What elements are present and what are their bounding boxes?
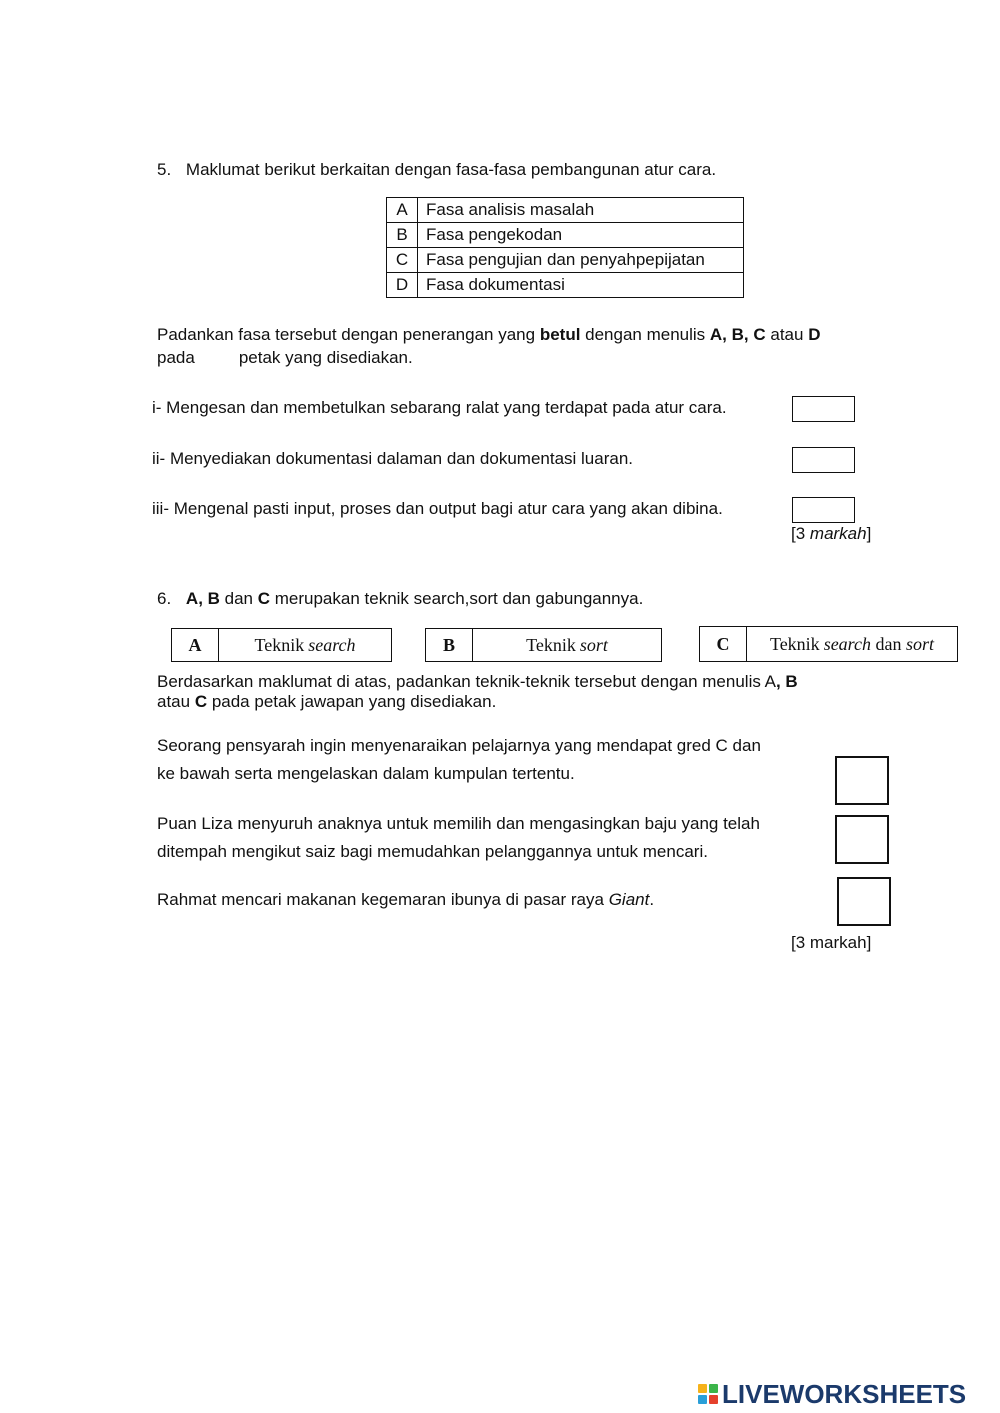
q5-instruction-text: dengan menulis: [580, 325, 710, 344]
q6-intro-text: dan: [219, 589, 258, 608]
q6-scenario1-line2: ke bawah serta mengelaskan dalam kumpulan tertentu.: [157, 764, 575, 783]
q5-instruction-bold: A, B, C: [709, 325, 766, 344]
phase-key: C: [387, 248, 418, 273]
technique-word: Teknik: [254, 634, 305, 655]
q6-intro-text: merupakan teknik search,sort dan gabungannya.: [270, 589, 644, 608]
liveworksheets-logo-icon: [698, 1384, 718, 1404]
technique-box-b: [425, 628, 662, 662]
q5-marks-word: markah: [809, 524, 867, 543]
technique-italic: sort: [906, 633, 935, 654]
q6-instruction-text: Berdasarkan maklumat di atas, padankan teknik-teknik tersebut dengan menulis A: [157, 672, 776, 691]
q6-instruction-text: pada petak jawapan yang disediakan.: [207, 692, 497, 711]
q6-marks: [3 markah]: [791, 933, 872, 952]
q6-scenario1-line1: Seorang pensyarah ingin menyenaraikan pelajarnya yang mendapat gred C dan: [157, 736, 761, 755]
q5-instruction-text: pada: [157, 348, 195, 367]
technique-word: dan: [871, 633, 907, 654]
table-row: [387, 198, 744, 223]
q6-intro-bold: A, B: [185, 589, 220, 608]
table-row: [387, 248, 744, 273]
q5-instruction-bold: betul: [539, 325, 581, 344]
q5-marks-text: [3: [791, 524, 810, 543]
q6-number: 6.: [157, 589, 172, 608]
logo-square: [709, 1395, 718, 1404]
q6-intro-bold: C: [257, 589, 271, 608]
phase-label: Fasa pengekodan: [418, 223, 744, 248]
technique-italic: search: [823, 633, 872, 654]
q5-phase-table: [386, 197, 744, 298]
q5-item-i: i- Mengesan dan membetulkan sebarang ralat yang terdapat pada atur cara.: [152, 398, 727, 417]
q5-instruction-text: petak yang disediakan.: [238, 348, 413, 367]
q6-instruction-line1: [157, 672, 798, 692]
liveworksheets-watermark: [698, 1378, 967, 1409]
logo-square: [698, 1395, 707, 1404]
technique-box-c: [699, 626, 958, 662]
technique-label: [747, 627, 957, 661]
phase-key: B: [387, 223, 418, 248]
q5-marks: [791, 523, 871, 545]
technique-box-a: [171, 628, 392, 662]
q5-instruction-bold: D: [808, 325, 821, 344]
q6-intro-line: [157, 588, 643, 610]
q5-instruction-text: Padankan fasa tersebut dengan penerangan yang: [157, 325, 540, 344]
q5-intro: Maklumat berikut berkaitan dengan fasa-fasa pembangunan atur cara.: [185, 160, 717, 179]
q6-scenario2-line1: Puan Liza menyuruh anaknya untuk memilih dan mengasingkan baju yang telah: [157, 814, 760, 833]
q6-scenario3-italic: Giant: [608, 890, 650, 909]
q6-scenario3-text: Rahmat mencari makanan kegemaran ibunya di pasar raya: [157, 890, 609, 909]
q6-instruction-line2: [157, 692, 496, 712]
q5-instruction-line1: [157, 324, 820, 346]
q5-answer-box-iii[interactable]: [792, 497, 855, 523]
q6-scenario3: [157, 889, 654, 911]
q5-instruction-line2: [157, 347, 413, 369]
q5-number: 5.: [157, 160, 172, 179]
q5-answer-box-i[interactable]: [792, 396, 855, 422]
phase-label: Fasa dokumentasi: [418, 273, 744, 298]
q6-scenario2-line2: ditempah mengikut saiz bagi memudahkan pelanggannya untuk mencari.: [157, 842, 708, 861]
phase-key: D: [387, 273, 418, 298]
technique-italic: search: [308, 634, 356, 655]
q6-instruction-text: atau: [157, 692, 195, 711]
technique-key: A: [172, 629, 219, 661]
phase-label: Fasa pengujian dan penyahpepijatan: [418, 248, 744, 273]
q5-item-ii: ii- Menyediakan dokumentasi dalaman dan dokumentasi luaran.: [152, 449, 634, 468]
q5-intro-line: [157, 159, 716, 181]
phase-label: Fasa analisis masalah: [418, 198, 744, 223]
technique-label: [219, 629, 391, 661]
logo-square: [709, 1384, 718, 1393]
q5-marks-text: ]: [866, 524, 872, 543]
table-row: [387, 273, 744, 298]
table-row: [387, 223, 744, 248]
q6-instruction-bold: C: [194, 692, 208, 711]
q6-answer-box-2[interactable]: [835, 815, 889, 864]
technique-italic: sort: [579, 634, 608, 655]
q5-instruction-text: atau: [765, 325, 809, 344]
q5-item-iii: iii- Mengenal pasti input, proses dan output bagi atur cara yang akan dibina.: [152, 499, 723, 518]
phase-key: A: [387, 198, 418, 223]
q6-answer-box-1[interactable]: [835, 756, 889, 805]
q6-answer-box-3[interactable]: [837, 877, 891, 926]
q6-instruction-bold: , B: [775, 672, 798, 691]
technique-label: [473, 629, 661, 661]
liveworksheets-wordmark: LIVEWORKSHEETS: [722, 1378, 967, 1409]
technique-word: Teknik: [526, 634, 576, 655]
q6-scenario3-text: .: [649, 890, 655, 909]
technique-key: C: [700, 627, 747, 661]
technique-word: Teknik: [769, 633, 820, 654]
logo-square: [698, 1384, 707, 1393]
technique-key: B: [426, 629, 473, 661]
q5-answer-box-ii[interactable]: [792, 447, 855, 473]
